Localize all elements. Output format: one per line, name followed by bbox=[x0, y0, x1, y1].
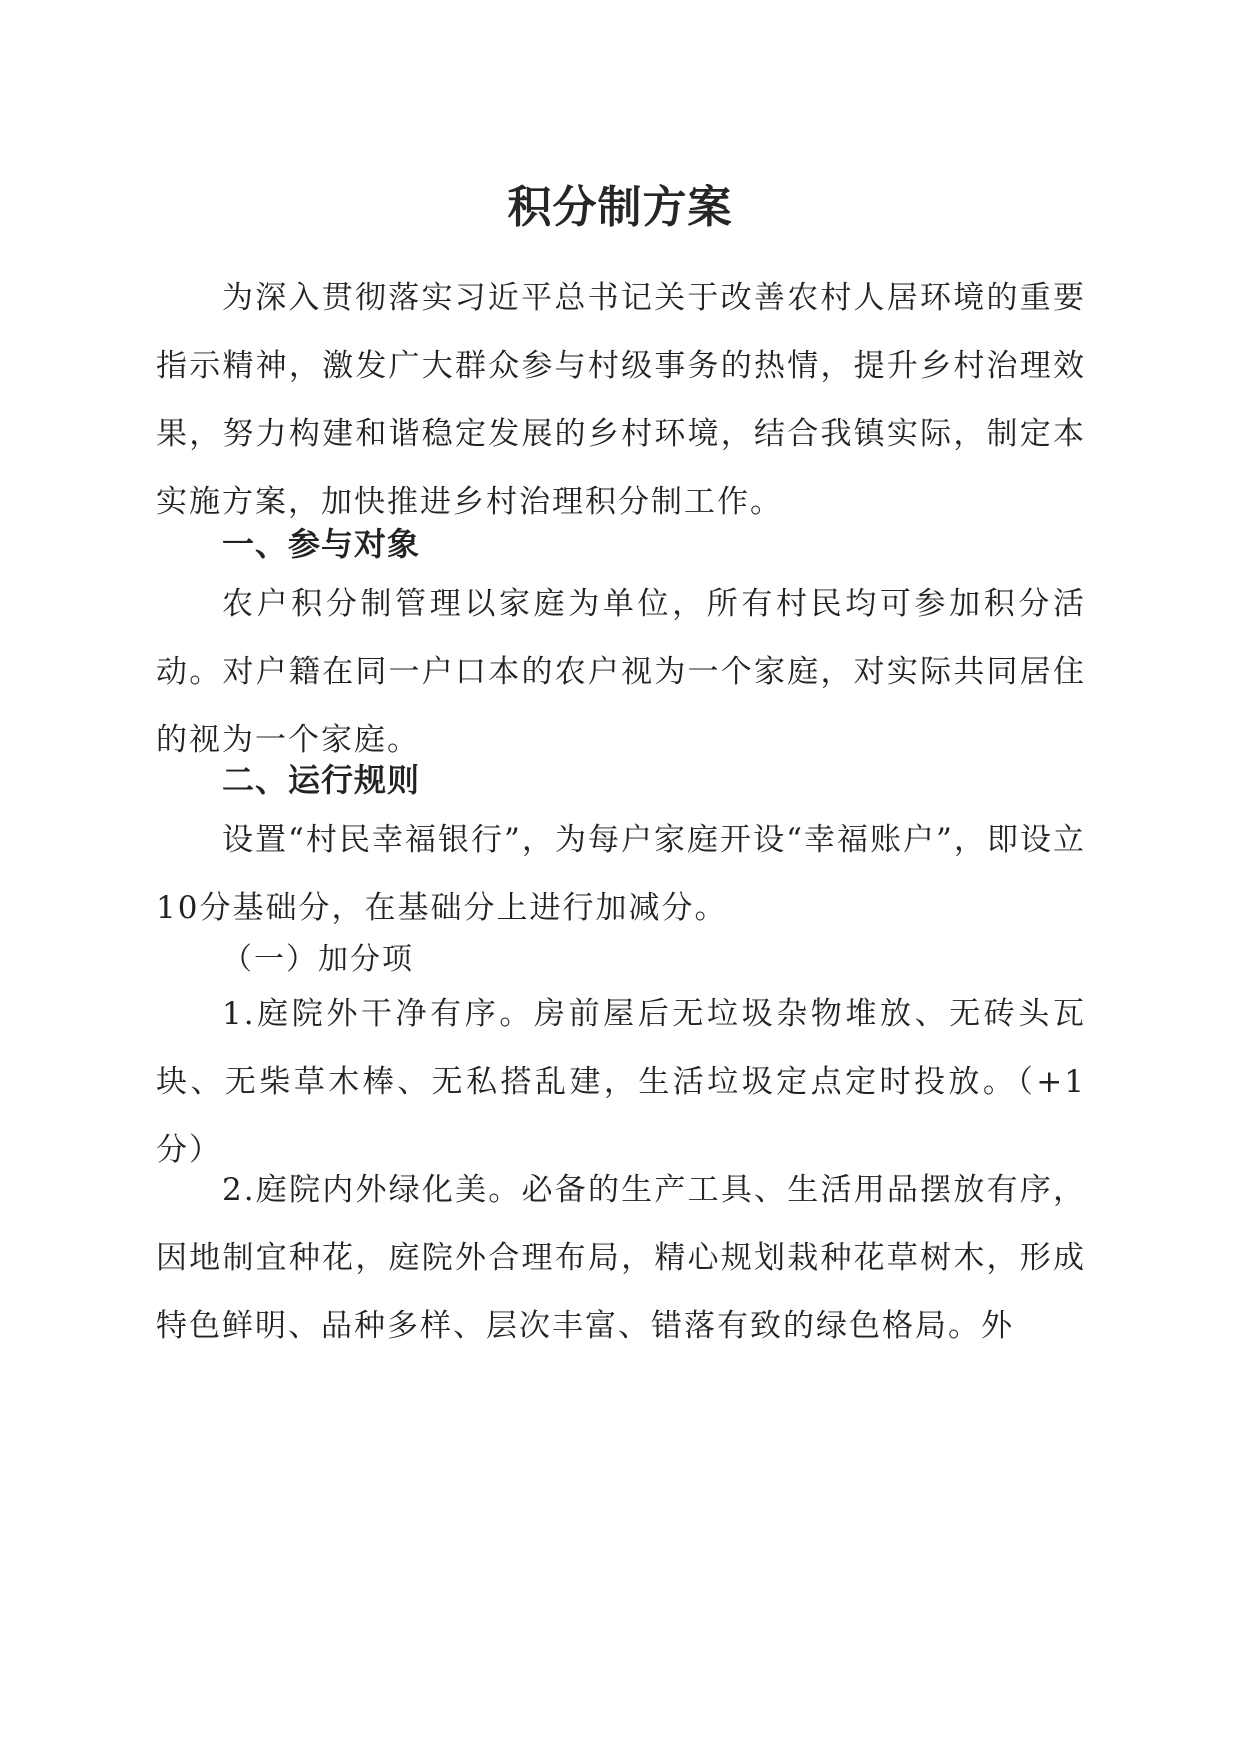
intro-paragraph: 为深入贯彻落实习近平总书记关于改善农村人居环境的重要指示精神，激发广大群众参与村级事务的热情，提升乡村治理效果，努力构建和谐稳定发展的乡村环境，结合我镇实际，制定本实施方案，加快推进乡村治理积分制工作。 bbox=[156, 280, 1086, 520]
section-heading-participants: 一、参与对象 bbox=[222, 525, 421, 563]
document-title: 积分制方案 bbox=[507, 182, 733, 233]
bonus-item-1: 1.庭院外干净有序。房前屋后无垃圾杂物堆放、无砖头瓦块、无柴草木棒、无私搭乱建，生活垃圾定点定时投放。（+1分） bbox=[156, 996, 1086, 1168]
bonus-item-2: 2.庭院内外绿化美。必备的生产工具、生活用品摆放有序，因地制宜种花，庭院外合理布局，精心规划栽种花草树木，形成特色鲜明、品种多样、层次丰富、错落有致的绿色格局。外 bbox=[156, 1172, 1086, 1344]
participants-paragraph: 农户积分制管理以家庭为单位，所有村民均可参加积分活动。对户籍在同一户口本的农户视为一个家庭，对实际共同居住的视为一个家庭。 bbox=[156, 586, 1086, 758]
section-heading-rules: 二、运行规则 bbox=[222, 761, 421, 799]
subheading-bonus-items: （一）加分项 bbox=[222, 942, 414, 977]
rules-paragraph: 设置“村民幸福银行”，为每户家庭开设“幸福账户”，即设立10分基础分，在基础分上进行加减分。 bbox=[156, 822, 1086, 926]
